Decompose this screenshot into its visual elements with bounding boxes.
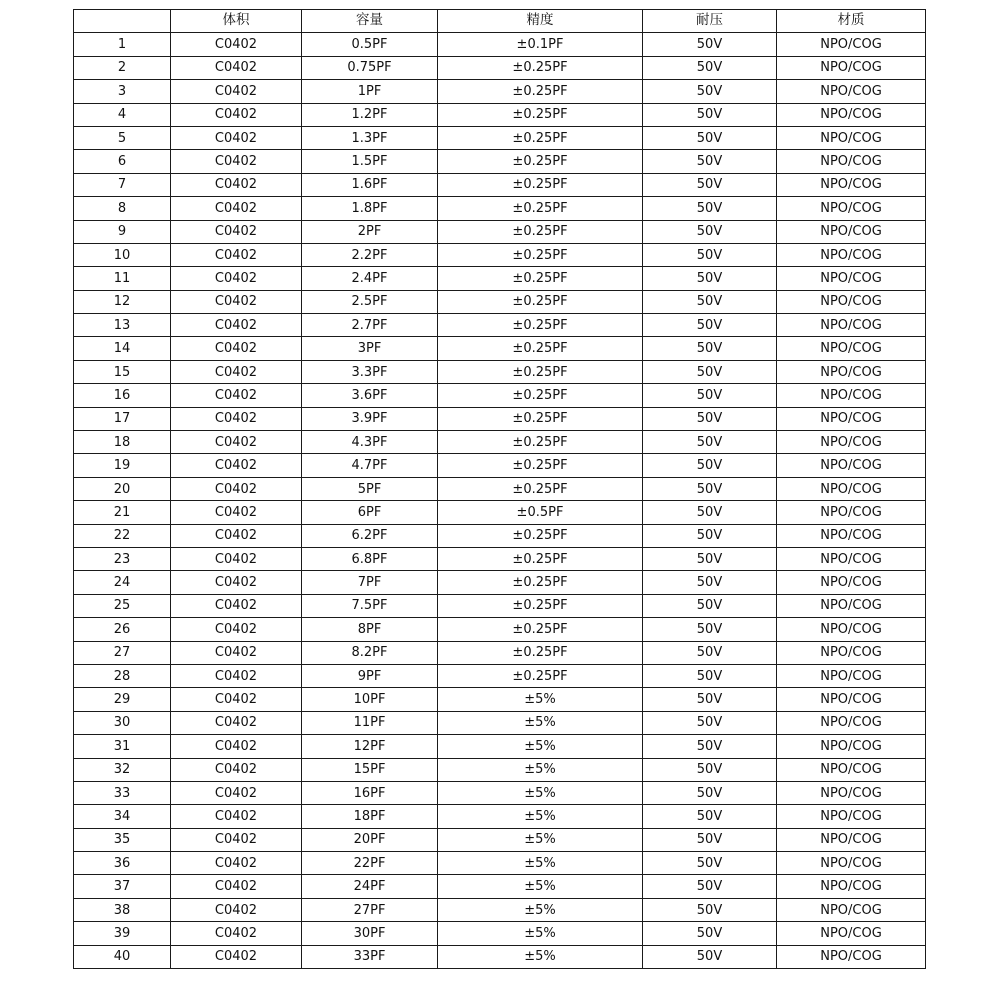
cell-package-size: C0402 — [171, 173, 302, 196]
table-row — [74, 571, 926, 594]
cell-voltage-rating: 50V — [643, 126, 777, 149]
cell-package-size: C0402 — [171, 56, 302, 79]
cell-dielectric-material: NPO/COG — [777, 337, 926, 360]
cell-tolerance: ±0.25PF — [438, 454, 643, 477]
cell-capacitance: 33PF — [302, 945, 438, 968]
cell-capacitance: 8PF — [302, 618, 438, 641]
cell-dielectric-material: NPO/COG — [777, 735, 926, 758]
cell-voltage-rating: 50V — [643, 688, 777, 711]
table-row — [74, 33, 926, 56]
cell-index: 2 — [74, 56, 171, 79]
cell-voltage-rating: 50V — [643, 945, 777, 968]
cell-index: 33 — [74, 781, 171, 804]
cell-capacitance: 7.5PF — [302, 594, 438, 617]
cell-dielectric-material: NPO/COG — [777, 688, 926, 711]
cell-index: 40 — [74, 945, 171, 968]
cell-index: 37 — [74, 875, 171, 898]
cell-tolerance: ±0.25PF — [438, 594, 643, 617]
cell-voltage-rating: 50V — [643, 618, 777, 641]
cell-tolerance: ±0.25PF — [438, 80, 643, 103]
table-row — [74, 852, 926, 875]
cell-voltage-rating: 50V — [643, 547, 777, 570]
table-row — [74, 805, 926, 828]
cell-package-size: C0402 — [171, 618, 302, 641]
cell-index: 7 — [74, 173, 171, 196]
cell-tolerance: ±5% — [438, 852, 643, 875]
table-row — [74, 618, 926, 641]
table-row — [74, 431, 926, 454]
cell-capacitance: 3.3PF — [302, 360, 438, 383]
cell-tolerance: ±0.25PF — [438, 524, 643, 547]
cell-tolerance: ±0.25PF — [438, 267, 643, 290]
cell-dielectric-material: NPO/COG — [777, 197, 926, 220]
cell-dielectric-material: NPO/COG — [777, 781, 926, 804]
cell-package-size: C0402 — [171, 664, 302, 687]
cell-dielectric-material: NPO/COG — [777, 173, 926, 196]
cell-index: 18 — [74, 431, 171, 454]
table-row — [74, 197, 926, 220]
cell-capacitance: 3.9PF — [302, 407, 438, 430]
cell-package-size: C0402 — [171, 571, 302, 594]
cell-tolerance: ±0.25PF — [438, 477, 643, 500]
cell-package-size: C0402 — [171, 758, 302, 781]
cell-capacitance: 1.5PF — [302, 150, 438, 173]
cell-package-size: C0402 — [171, 501, 302, 524]
cell-voltage-rating: 50V — [643, 781, 777, 804]
cell-dielectric-material: NPO/COG — [777, 828, 926, 851]
cell-voltage-rating: 50V — [643, 805, 777, 828]
cell-voltage-rating: 50V — [643, 828, 777, 851]
cell-tolerance: ±0.25PF — [438, 150, 643, 173]
cell-package-size: C0402 — [171, 197, 302, 220]
cell-index: 32 — [74, 758, 171, 781]
cell-capacitance: 1PF — [302, 80, 438, 103]
table-row — [74, 688, 926, 711]
table-header-row — [74, 10, 926, 33]
cell-dielectric-material: NPO/COG — [777, 547, 926, 570]
cell-capacitance: 4.7PF — [302, 454, 438, 477]
cell-package-size: C0402 — [171, 852, 302, 875]
cell-tolerance: ±5% — [438, 805, 643, 828]
cell-tolerance: ±5% — [438, 828, 643, 851]
cell-index: 35 — [74, 828, 171, 851]
cell-voltage-rating: 50V — [643, 922, 777, 945]
cell-package-size: C0402 — [171, 898, 302, 921]
cell-index: 31 — [74, 735, 171, 758]
table-row — [74, 314, 926, 337]
cell-voltage-rating: 50V — [643, 243, 777, 266]
table-body — [74, 33, 926, 969]
cell-package-size: C0402 — [171, 103, 302, 126]
cell-tolerance: ±0.25PF — [438, 220, 643, 243]
table-row — [74, 477, 926, 500]
cell-voltage-rating: 50V — [643, 267, 777, 290]
table-row — [74, 407, 926, 430]
cell-index: 23 — [74, 547, 171, 570]
cell-index: 11 — [74, 267, 171, 290]
cell-index: 21 — [74, 501, 171, 524]
cell-capacitance: 4.3PF — [302, 431, 438, 454]
cell-voltage-rating: 50V — [643, 594, 777, 617]
cell-voltage-rating: 50V — [643, 290, 777, 313]
cell-dielectric-material: NPO/COG — [777, 618, 926, 641]
cell-capacitance: 9PF — [302, 664, 438, 687]
table-row — [74, 454, 926, 477]
cell-tolerance: ±5% — [438, 898, 643, 921]
cell-tolerance: ±5% — [438, 758, 643, 781]
header-dielectric-material: 材质 — [777, 10, 926, 33]
header-tolerance: 精度 — [438, 10, 643, 33]
cell-capacitance: 3.6PF — [302, 384, 438, 407]
cell-tolerance: ±0.1PF — [438, 33, 643, 56]
cell-voltage-rating: 50V — [643, 56, 777, 79]
cell-package-size: C0402 — [171, 477, 302, 500]
cell-capacitance: 1.2PF — [302, 103, 438, 126]
cell-voltage-rating: 50V — [643, 711, 777, 734]
cell-voltage-rating: 50V — [643, 337, 777, 360]
cell-index: 24 — [74, 571, 171, 594]
cell-tolerance: ±0.25PF — [438, 173, 643, 196]
cell-dielectric-material: NPO/COG — [777, 875, 926, 898]
cell-dielectric-material: NPO/COG — [777, 431, 926, 454]
cell-index: 13 — [74, 314, 171, 337]
cell-index: 14 — [74, 337, 171, 360]
table-row — [74, 524, 926, 547]
cell-package-size: C0402 — [171, 33, 302, 56]
cell-dielectric-material: NPO/COG — [777, 477, 926, 500]
cell-voltage-rating: 50V — [643, 80, 777, 103]
table-row — [74, 290, 926, 313]
cell-dielectric-material: NPO/COG — [777, 454, 926, 477]
cell-index: 10 — [74, 243, 171, 266]
table-row — [74, 337, 926, 360]
cell-capacitance: 20PF — [302, 828, 438, 851]
table-row — [74, 898, 926, 921]
cell-index: 3 — [74, 80, 171, 103]
cell-voltage-rating: 50V — [643, 33, 777, 56]
cell-capacitance: 16PF — [302, 781, 438, 804]
cell-capacitance: 2.4PF — [302, 267, 438, 290]
cell-index: 39 — [74, 922, 171, 945]
table-row — [74, 126, 926, 149]
cell-tolerance: ±0.25PF — [438, 314, 643, 337]
cell-package-size: C0402 — [171, 805, 302, 828]
cell-dielectric-material: NPO/COG — [777, 945, 926, 968]
cell-voltage-rating: 50V — [643, 197, 777, 220]
cell-voltage-rating: 50V — [643, 477, 777, 500]
header-package-size: 体积 — [171, 10, 302, 33]
table-row — [74, 945, 926, 968]
cell-dielectric-material: NPO/COG — [777, 126, 926, 149]
cell-tolerance: ±0.25PF — [438, 56, 643, 79]
cell-dielectric-material: NPO/COG — [777, 150, 926, 173]
table-row — [74, 267, 926, 290]
cell-voltage-rating: 50V — [643, 875, 777, 898]
cell-package-size: C0402 — [171, 688, 302, 711]
cell-index: 9 — [74, 220, 171, 243]
cell-index: 30 — [74, 711, 171, 734]
cell-package-size: C0402 — [171, 337, 302, 360]
cell-index: 4 — [74, 103, 171, 126]
cell-tolerance: ±0.25PF — [438, 197, 643, 220]
cell-dielectric-material: NPO/COG — [777, 384, 926, 407]
cell-dielectric-material: NPO/COG — [777, 220, 926, 243]
table-row — [74, 828, 926, 851]
cell-package-size: C0402 — [171, 828, 302, 851]
cell-capacitance: 1.6PF — [302, 173, 438, 196]
cell-capacitance: 7PF — [302, 571, 438, 594]
cell-package-size: C0402 — [171, 243, 302, 266]
cell-voltage-rating: 50V — [643, 571, 777, 594]
cell-tolerance: ±0.25PF — [438, 290, 643, 313]
cell-package-size: C0402 — [171, 220, 302, 243]
cell-dielectric-material: NPO/COG — [777, 290, 926, 313]
cell-index: 20 — [74, 477, 171, 500]
cell-package-size: C0402 — [171, 711, 302, 734]
cell-capacitance: 6.2PF — [302, 524, 438, 547]
cell-index: 27 — [74, 641, 171, 664]
cell-package-size: C0402 — [171, 781, 302, 804]
cell-dielectric-material: NPO/COG — [777, 922, 926, 945]
cell-capacitance: 1.8PF — [302, 197, 438, 220]
cell-tolerance: ±0.25PF — [438, 431, 643, 454]
cell-capacitance: 0.5PF — [302, 33, 438, 56]
cell-tolerance: ±0.25PF — [438, 571, 643, 594]
cell-tolerance: ±0.25PF — [438, 664, 643, 687]
cell-voltage-rating: 50V — [643, 150, 777, 173]
cell-index: 5 — [74, 126, 171, 149]
cell-dielectric-material: NPO/COG — [777, 641, 926, 664]
cell-package-size: C0402 — [171, 407, 302, 430]
cell-voltage-rating: 50V — [643, 852, 777, 875]
cell-dielectric-material: NPO/COG — [777, 80, 926, 103]
table-row — [74, 220, 926, 243]
cell-capacitance: 27PF — [302, 898, 438, 921]
cell-dielectric-material: NPO/COG — [777, 805, 926, 828]
table-row — [74, 243, 926, 266]
cell-voltage-rating: 50V — [643, 501, 777, 524]
cell-capacitance: 3PF — [302, 337, 438, 360]
cell-voltage-rating: 50V — [643, 735, 777, 758]
cell-tolerance: ±0.25PF — [438, 360, 643, 383]
header-index — [74, 10, 171, 33]
cell-capacitance: 24PF — [302, 875, 438, 898]
cell-capacitance: 30PF — [302, 922, 438, 945]
table-row — [74, 173, 926, 196]
cell-package-size: C0402 — [171, 735, 302, 758]
cell-dielectric-material: NPO/COG — [777, 758, 926, 781]
cell-dielectric-material: NPO/COG — [777, 501, 926, 524]
table-row — [74, 641, 926, 664]
cell-package-size: C0402 — [171, 875, 302, 898]
cell-tolerance: ±5% — [438, 688, 643, 711]
table-row — [74, 711, 926, 734]
cell-package-size: C0402 — [171, 454, 302, 477]
table-row — [74, 594, 926, 617]
cell-capacitance: 11PF — [302, 711, 438, 734]
table-row — [74, 758, 926, 781]
cell-dielectric-material: NPO/COG — [777, 267, 926, 290]
cell-package-size: C0402 — [171, 360, 302, 383]
table-row — [74, 781, 926, 804]
cell-voltage-rating: 50V — [643, 641, 777, 664]
cell-tolerance: ±0.25PF — [438, 618, 643, 641]
table-row — [74, 664, 926, 687]
cell-index: 28 — [74, 664, 171, 687]
cell-index: 1 — [74, 33, 171, 56]
cell-tolerance: ±5% — [438, 781, 643, 804]
cell-dielectric-material: NPO/COG — [777, 56, 926, 79]
cell-package-size: C0402 — [171, 524, 302, 547]
cell-capacitance: 2.5PF — [302, 290, 438, 313]
cell-index: 34 — [74, 805, 171, 828]
cell-capacitance: 5PF — [302, 477, 438, 500]
cell-voltage-rating: 50V — [643, 524, 777, 547]
cell-dielectric-material: NPO/COG — [777, 407, 926, 430]
cell-voltage-rating: 50V — [643, 314, 777, 337]
cell-dielectric-material: NPO/COG — [777, 103, 926, 126]
cell-package-size: C0402 — [171, 126, 302, 149]
cell-index: 22 — [74, 524, 171, 547]
cell-package-size: C0402 — [171, 594, 302, 617]
cell-capacitance: 6PF — [302, 501, 438, 524]
cell-tolerance: ±0.25PF — [438, 337, 643, 360]
cell-tolerance: ±0.25PF — [438, 384, 643, 407]
cell-dielectric-material: NPO/COG — [777, 898, 926, 921]
cell-tolerance: ±5% — [438, 735, 643, 758]
cell-index: 29 — [74, 688, 171, 711]
cell-index: 26 — [74, 618, 171, 641]
table-row — [74, 56, 926, 79]
cell-tolerance: ±5% — [438, 711, 643, 734]
cell-voltage-rating: 50V — [643, 898, 777, 921]
cell-voltage-rating: 50V — [643, 360, 777, 383]
cell-index: 17 — [74, 407, 171, 430]
cell-dielectric-material: NPO/COG — [777, 571, 926, 594]
cell-dielectric-material: NPO/COG — [777, 594, 926, 617]
cell-package-size: C0402 — [171, 922, 302, 945]
cell-voltage-rating: 50V — [643, 758, 777, 781]
cell-tolerance: ±5% — [438, 945, 643, 968]
cell-capacitance: 22PF — [302, 852, 438, 875]
cell-voltage-rating: 50V — [643, 407, 777, 430]
table-row — [74, 150, 926, 173]
cell-package-size: C0402 — [171, 267, 302, 290]
cell-voltage-rating: 50V — [643, 173, 777, 196]
cell-dielectric-material: NPO/COG — [777, 852, 926, 875]
table-row — [74, 103, 926, 126]
cell-index: 15 — [74, 360, 171, 383]
table-row — [74, 547, 926, 570]
cell-index: 8 — [74, 197, 171, 220]
cell-package-size: C0402 — [171, 945, 302, 968]
cell-package-size: C0402 — [171, 641, 302, 664]
cell-package-size: C0402 — [171, 547, 302, 570]
cell-capacitance: 2PF — [302, 220, 438, 243]
cell-index: 19 — [74, 454, 171, 477]
table-row — [74, 80, 926, 103]
cell-capacitance: 1.3PF — [302, 126, 438, 149]
cell-dielectric-material: NPO/COG — [777, 711, 926, 734]
cell-package-size: C0402 — [171, 431, 302, 454]
cell-capacitance: 10PF — [302, 688, 438, 711]
cell-voltage-rating: 50V — [643, 431, 777, 454]
cell-dielectric-material: NPO/COG — [777, 314, 926, 337]
cell-voltage-rating: 50V — [643, 103, 777, 126]
cell-voltage-rating: 50V — [643, 454, 777, 477]
cell-capacitance: 8.2PF — [302, 641, 438, 664]
cell-index: 12 — [74, 290, 171, 313]
cell-voltage-rating: 50V — [643, 220, 777, 243]
table-row — [74, 501, 926, 524]
cell-package-size: C0402 — [171, 150, 302, 173]
table-row — [74, 735, 926, 758]
header-voltage-rating: 耐压 — [643, 10, 777, 33]
cell-tolerance: ±5% — [438, 875, 643, 898]
cell-capacitance: 2.2PF — [302, 243, 438, 266]
table-row — [74, 922, 926, 945]
cell-capacitance: 0.75PF — [302, 56, 438, 79]
capacitor-spec-table — [73, 9, 926, 969]
cell-capacitance: 15PF — [302, 758, 438, 781]
cell-dielectric-material: NPO/COG — [777, 524, 926, 547]
cell-capacitance: 6.8PF — [302, 547, 438, 570]
table-row — [74, 875, 926, 898]
cell-index: 16 — [74, 384, 171, 407]
cell-index: 25 — [74, 594, 171, 617]
cell-package-size: C0402 — [171, 290, 302, 313]
cell-tolerance: ±0.25PF — [438, 126, 643, 149]
cell-capacitance: 12PF — [302, 735, 438, 758]
cell-index: 36 — [74, 852, 171, 875]
header-capacitance: 容量 — [302, 10, 438, 33]
cell-dielectric-material: NPO/COG — [777, 360, 926, 383]
cell-package-size: C0402 — [171, 80, 302, 103]
cell-capacitance: 2.7PF — [302, 314, 438, 337]
table-row — [74, 360, 926, 383]
cell-tolerance: ±0.25PF — [438, 243, 643, 266]
cell-tolerance: ±5% — [438, 922, 643, 945]
cell-voltage-rating: 50V — [643, 384, 777, 407]
cell-tolerance: ±0.25PF — [438, 103, 643, 126]
cell-dielectric-material: NPO/COG — [777, 664, 926, 687]
cell-package-size: C0402 — [171, 314, 302, 337]
cell-voltage-rating: 50V — [643, 664, 777, 687]
cell-package-size: C0402 — [171, 384, 302, 407]
cell-tolerance: ±0.25PF — [438, 407, 643, 430]
cell-dielectric-material: NPO/COG — [777, 33, 926, 56]
cell-capacitance: 18PF — [302, 805, 438, 828]
table-row — [74, 384, 926, 407]
cell-tolerance: ±0.5PF — [438, 501, 643, 524]
cell-index: 38 — [74, 898, 171, 921]
cell-dielectric-material: NPO/COG — [777, 243, 926, 266]
cell-tolerance: ±0.25PF — [438, 641, 643, 664]
cell-index: 6 — [74, 150, 171, 173]
cell-tolerance: ±0.25PF — [438, 547, 643, 570]
